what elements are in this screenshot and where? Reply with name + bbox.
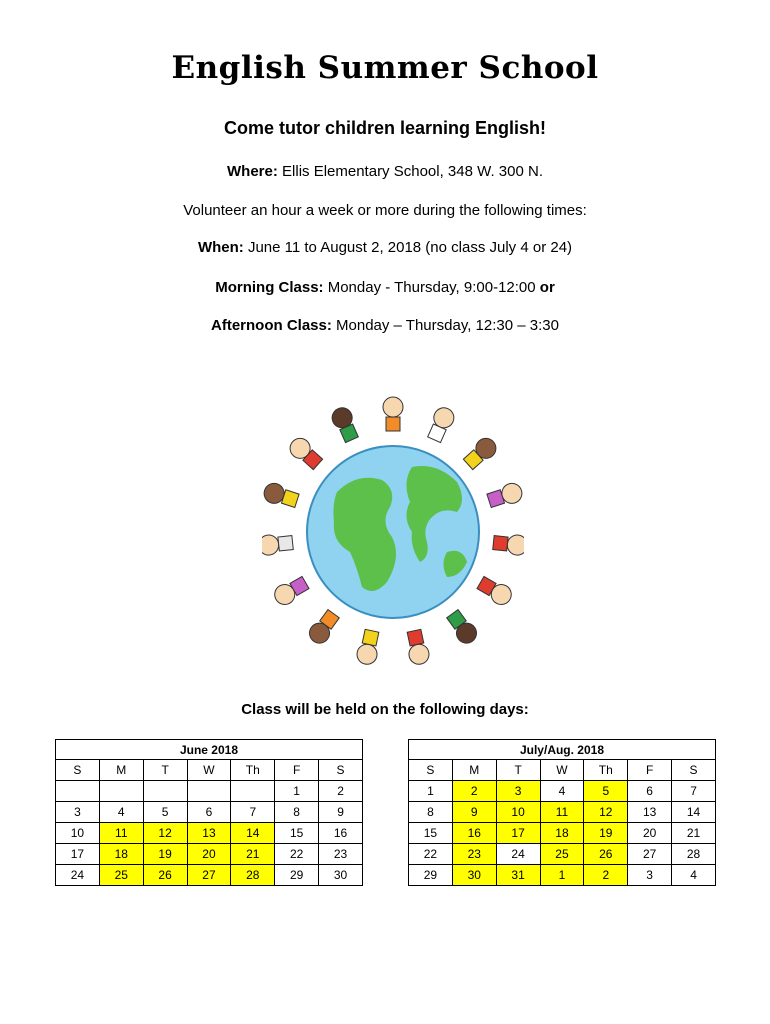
- calendar-week-row: [409, 802, 716, 823]
- calendar-day-cell: 12: [584, 802, 628, 823]
- calendar-day-cell: 18: [540, 823, 584, 844]
- weekday-header: Th: [231, 760, 275, 781]
- calendar-title: June 2018: [56, 740, 363, 760]
- weekday-header: S: [319, 760, 363, 781]
- calendar-day-cell: 29: [275, 865, 319, 886]
- afternoon-line: [0, 317, 770, 334]
- calendar-day-cell: 7: [231, 802, 275, 823]
- calendar-week-row: [409, 781, 716, 802]
- calendar-day-cell: 29: [409, 865, 453, 886]
- calendar-week-row: [56, 844, 363, 865]
- weekday-header: T: [496, 760, 540, 781]
- calendar-week-row: [56, 802, 363, 823]
- calendar-day-cell: 14: [231, 823, 275, 844]
- calendar-day-cell: 1: [409, 781, 453, 802]
- calendar-day-cell: 22: [275, 844, 319, 865]
- calendar-day-cell: [187, 781, 231, 802]
- calendar-day-cell: 24: [496, 844, 540, 865]
- calendar-day-cell: 6: [628, 781, 672, 802]
- calendar-day-cell: 3: [56, 802, 100, 823]
- calendar-day-cell: 8: [275, 802, 319, 823]
- calendar-day-cell: 14: [672, 802, 716, 823]
- calendar-day-cell: 26: [143, 865, 187, 886]
- page-title: English Summer School: [171, 50, 599, 86]
- calendar-day-cell: 17: [56, 844, 100, 865]
- calendar-day-cell: 17: [496, 823, 540, 844]
- calendar-title: July/Aug. 2018: [409, 740, 716, 760]
- calendar-week-row: [409, 865, 716, 886]
- weekday-header: W: [187, 760, 231, 781]
- afternoon-label: Afternoon Class:: [211, 317, 332, 334]
- weekday-header: S: [56, 760, 100, 781]
- calendar-july-august: [408, 739, 716, 886]
- calendar-day-cell: 16: [452, 823, 496, 844]
- weekday-header: F: [275, 760, 319, 781]
- calendar-day-cell: 4: [99, 802, 143, 823]
- calendar-day-cell: 20: [187, 844, 231, 865]
- when-text: June 11 to August 2, 2018 (no class July 4 or 24): [243, 239, 573, 256]
- weekday-header: Th: [584, 760, 628, 781]
- calendar-day-cell: 6: [187, 802, 231, 823]
- morning-suffix: or: [539, 279, 555, 296]
- weekday-header: W: [540, 760, 584, 781]
- weekday-header: F: [628, 760, 672, 781]
- calendar-day-cell: 5: [584, 781, 628, 802]
- calendar-day-cell: 11: [540, 802, 584, 823]
- where-text: Ellis Elementary School, 348 W. 300 N.: [277, 163, 543, 180]
- calendar-day-cell: 21: [231, 844, 275, 865]
- calendar-week-row: [409, 823, 716, 844]
- calendar-day-cell: 16: [319, 823, 363, 844]
- calendar-day-cell: 28: [231, 865, 275, 886]
- subtitle: Come tutor children learning English!: [223, 118, 547, 138]
- calendar-day-cell: 21: [672, 823, 716, 844]
- calendar-day-cell: 1: [275, 781, 319, 802]
- days-heading: Class will be held on the following days:: [241, 701, 529, 718]
- calendar-day-cell: 15: [275, 823, 319, 844]
- calendar-day-cell: [231, 781, 275, 802]
- calendar-day-cell: 15: [409, 823, 453, 844]
- calendar-day-cell: 22: [409, 844, 453, 865]
- calendar-june: [55, 739, 363, 886]
- calendar-day-cell: 20: [628, 823, 672, 844]
- calendar-day-cell: 18: [99, 844, 143, 865]
- weekday-header: T: [143, 760, 187, 781]
- morning-text: Monday - Thursday, 9:00-12:00: [323, 279, 540, 296]
- calendar-day-cell: 26: [584, 844, 628, 865]
- calendar-day-cell: [56, 781, 100, 802]
- calendar-day-cell: 8: [409, 802, 453, 823]
- calendar-day-cell: [143, 781, 187, 802]
- calendar-day-cell: 1: [540, 865, 584, 886]
- calendar-day-cell: 11: [99, 823, 143, 844]
- volunteer-line: Volunteer an hour a week or more during the following times:: [183, 202, 587, 219]
- morning-line: [0, 279, 770, 296]
- calendar-day-cell: 10: [496, 802, 540, 823]
- children-around-globe-illustration: [262, 382, 524, 672]
- calendar-day-cell: 25: [99, 865, 143, 886]
- when-line: [0, 239, 770, 256]
- calendar-day-cell: 19: [584, 823, 628, 844]
- calendar-day-cell: 23: [319, 844, 363, 865]
- weekday-header: S: [672, 760, 716, 781]
- calendar-day-cell: 2: [584, 865, 628, 886]
- calendar-day-cell: 27: [628, 844, 672, 865]
- calendar-day-cell: 9: [452, 802, 496, 823]
- calendar-day-cell: 13: [628, 802, 672, 823]
- calendar-day-cell: 12: [143, 823, 187, 844]
- calendar-day-cell: 2: [319, 781, 363, 802]
- calendar-day-cell: 5: [143, 802, 187, 823]
- calendar-week-row: [56, 865, 363, 886]
- calendar-day-cell: 31: [496, 865, 540, 886]
- calendar-day-cell: 4: [540, 781, 584, 802]
- calendar-day-cell: 3: [628, 865, 672, 886]
- afternoon-text: Monday – Thursday, 12:30 – 3:30: [331, 317, 559, 334]
- calendar-day-cell: [99, 781, 143, 802]
- calendar-week-row: [56, 781, 363, 802]
- calendar-day-cell: 24: [56, 865, 100, 886]
- calendar-day-cell: 23: [452, 844, 496, 865]
- calendar-day-cell: 3: [496, 781, 540, 802]
- calendar-week-row: [56, 823, 363, 844]
- calendar-day-cell: 4: [672, 865, 716, 886]
- calendar-day-cell: 9: [319, 802, 363, 823]
- calendar-day-cell: 13: [187, 823, 231, 844]
- calendar-day-cell: 30: [319, 865, 363, 886]
- when-label: When:: [197, 239, 244, 256]
- calendar-week-row: [409, 844, 716, 865]
- calendar-day-cell: 19: [143, 844, 187, 865]
- weekday-header: S: [409, 760, 453, 781]
- calendar-day-cell: 25: [540, 844, 584, 865]
- calendar-day-cell: 30: [452, 865, 496, 886]
- weekday-header: M: [99, 760, 143, 781]
- calendar-day-cell: 10: [56, 823, 100, 844]
- where-label: Where:: [227, 163, 278, 180]
- weekday-header: M: [452, 760, 496, 781]
- where-line: [0, 163, 770, 180]
- calendar-day-cell: 7: [672, 781, 716, 802]
- globe-icon: [307, 446, 479, 618]
- morning-label: Morning Class:: [215, 279, 324, 296]
- calendar-day-cell: 27: [187, 865, 231, 886]
- calendar-day-cell: 2: [452, 781, 496, 802]
- calendar-day-cell: 28: [672, 844, 716, 865]
